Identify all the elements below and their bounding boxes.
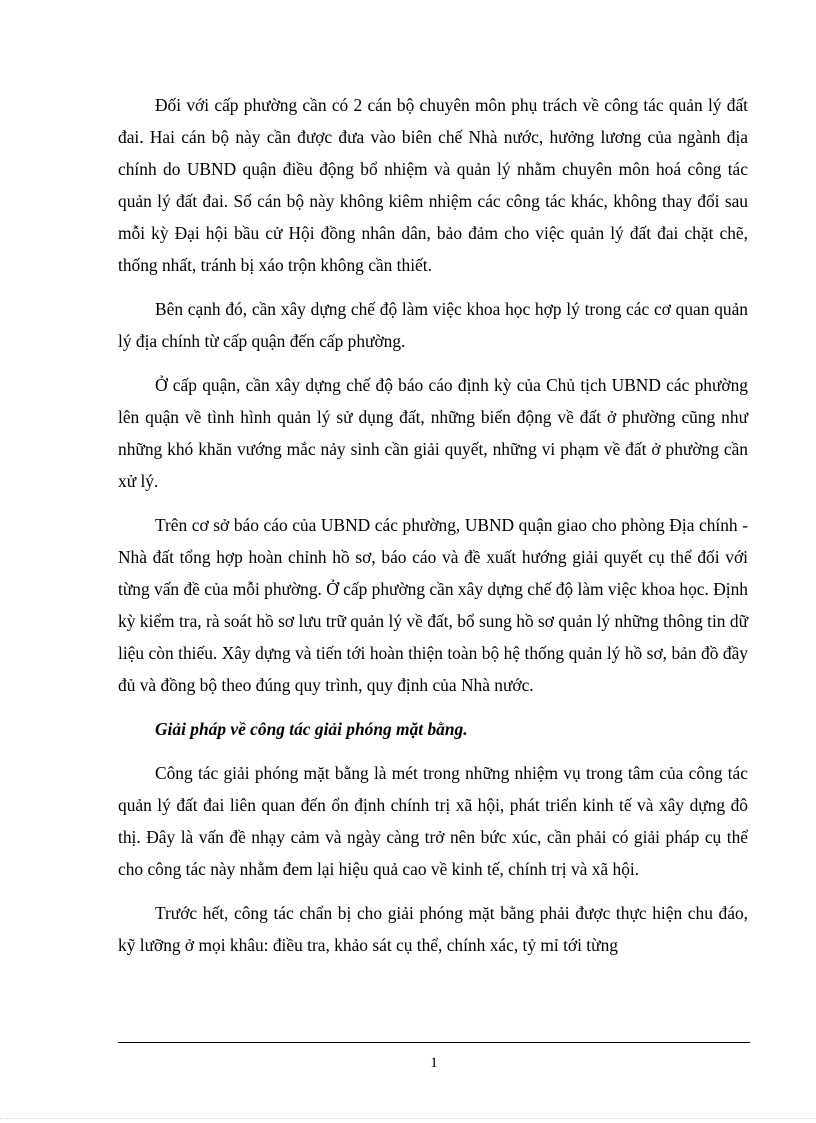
- paragraph-spacer: [118, 497, 748, 509]
- paragraph-working-regime: Bên cạnh đó, cần xây dựng chế độ làm việc khoa học hợp lý trong các cơ quan quản lý địa chính từ cấp quận đến cấp phường.: [118, 299, 748, 351]
- paragraph-spacer: [118, 281, 748, 293]
- footer-divider: [118, 1042, 750, 1043]
- page-bottom-edge: [0, 1118, 816, 1119]
- paragraph-spacer: [118, 701, 748, 713]
- section-heading: Giải pháp về công tác giải phóng mặt bằng.: [155, 719, 468, 739]
- paragraph-spacer: [118, 745, 748, 757]
- paragraph-spacer: [118, 885, 748, 897]
- paragraph-site-clearance: Công tác giải phóng mặt bằng là mét trong những nhiệm vụ trong tâm của công tác quản lý đất đai liên quan đến ổn định chính trị xã hội, phát triển kinh tế và xây dựng đô thị. Đây là vấn đề nhạy cảm và ngày càng trở nên bức xúc, cần phải có giải pháp cụ thể cho công tác này nhằm đem lại hiệu quả cao về kinh tế, chính trị và xã hội.: [118, 763, 748, 879]
- document-body: [118, 89, 748, 961]
- paragraph-preparation: Trước hết, công tác chẩn bị cho giải phóng mặt bằng phải được thực hiện chu đáo, kỹ lưỡng ở mọi khâu: điều tra, khảo sát cụ thể, chính xác, tỷ mỉ tới từng: [118, 903, 748, 955]
- paragraph-district-level: Ở cấp quận, cần xây dựng chế độ báo cáo định kỳ của Chủ tịch UBND các phường lên quận về tình hình quản lý sử dụng đất, những biến động về đất ở phường cũng như những khó khăn vướng mắc nảy sinh cần giải quyết, những vi phạm về đất ở phường cần xử lý.: [118, 375, 748, 491]
- paragraph-spacer: [118, 357, 748, 369]
- paragraph-staffing: Đối với cấp phường cần có 2 cán bộ chuyên môn phụ trách về công tác quản lý đất đai. Hai cán bộ này cần được đưa vào biên chế Nhà nước, hưởng lương của ngành địa chính do UBND quận điều động bổ nhiệm và quản lý nhằm chuyên môn hoá công tác quản lý đất đai. Số cán bộ này không kiêm nhiệm các công tác khác, không thay đổi sau mỗi kỳ Đại hội bầu cử Hội đồng nhân dân, bảo đảm cho việc quản lý đất đai chặt chẽ, thống nhất, tránh bị xáo trộn không cần thiết.: [118, 95, 748, 275]
- paragraph-ward-reports: Trên cơ sở báo cáo của UBND các phường, UBND quận giao cho phòng Địa chính - Nhà đất tổng hợp hoàn chỉnh hồ sơ, báo cáo và đề xuất hướng giải quyết cụ thể đối với từng vấn đề của mỗi phường. Ở cấp phường cần xây dựng chế độ làm việc khoa học. Định kỳ kiểm tra, rà soát hồ sơ lưu trữ quản lý về đất, bổ sung hồ sơ quản lý những thông tin dữ liệu còn thiếu. Xây dựng và tiến tới hoàn thiện toàn bộ hệ thống quản lý hồ sơ, bản đồ đầy đủ và đồng bộ theo đúng quy trình, quy định của Nhà nước.: [118, 515, 748, 695]
- page-number: 1: [430, 1055, 438, 1071]
